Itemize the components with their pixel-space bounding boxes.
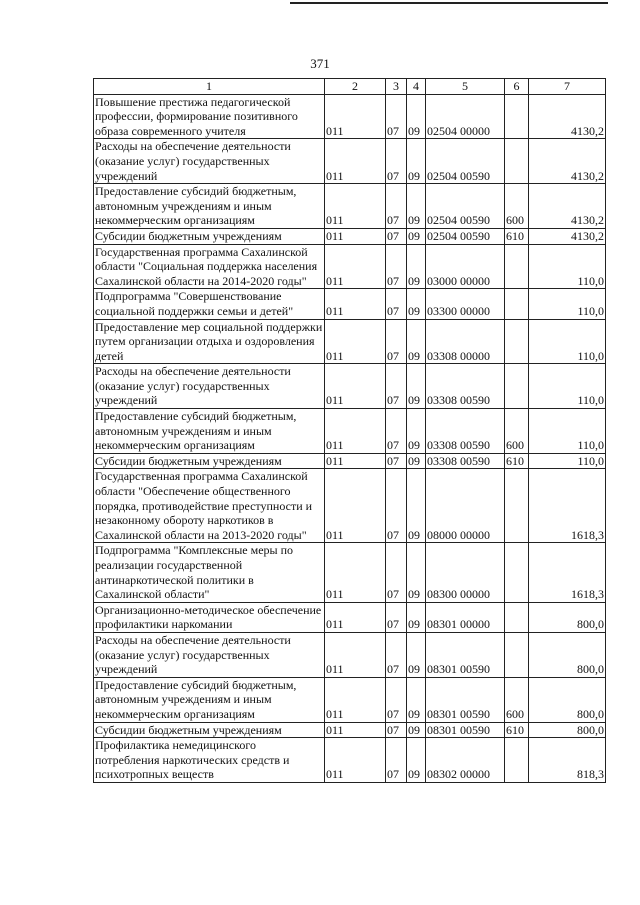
budget-table-body	[94, 79, 606, 783]
table-row	[94, 228, 606, 244]
section-cell: 07	[386, 543, 407, 602]
admin-code-cell: 011	[325, 453, 386, 469]
subsection-cell: 09	[407, 364, 426, 409]
amount-cell: 110,0	[529, 244, 606, 289]
amount-cell: 110,0	[529, 364, 606, 409]
expense-type-cell: 600	[505, 409, 529, 454]
table-row	[94, 364, 606, 409]
amount-cell: 4130,2	[529, 139, 606, 184]
subsection-cell: 09	[407, 738, 426, 783]
expense-type-cell	[505, 319, 529, 364]
row-name-cell: Субсидии бюджетным учреждениям	[94, 722, 325, 738]
section-cell: 07	[386, 364, 407, 409]
admin-code-cell: 011	[325, 632, 386, 677]
target-article-cell: 08302 00000	[426, 738, 505, 783]
target-article-cell: 03300 00000	[426, 289, 505, 319]
section-cell: 07	[386, 738, 407, 783]
expense-type-cell: 610	[505, 722, 529, 738]
section-cell: 07	[386, 722, 407, 738]
section-cell: 07	[386, 677, 407, 722]
subsection-cell: 09	[407, 722, 426, 738]
expense-type-cell	[505, 244, 529, 289]
row-name-cell: Субсидии бюджетным учреждениям	[94, 228, 325, 244]
page-number: 371	[310, 56, 330, 71]
section-cell: 07	[386, 319, 407, 364]
row-name-cell: Предоставление субсидий бюджетным, автономным учреждениям и иным некоммерческим организациям	[94, 409, 325, 454]
table-row	[94, 543, 606, 602]
section-cell: 07	[386, 469, 407, 543]
target-article-cell: 03308 00000	[426, 319, 505, 364]
admin-code-cell: 011	[325, 469, 386, 543]
table-row	[94, 722, 606, 738]
expense-type-cell	[505, 364, 529, 409]
table-row	[94, 602, 606, 632]
row-name-cell: Расходы на обеспечение деятельности (оказание услуг) государственных учреждений	[94, 364, 325, 409]
expense-type-cell	[505, 469, 529, 543]
admin-code-cell: 011	[325, 228, 386, 244]
subsection-cell: 09	[407, 319, 426, 364]
expense-type-cell	[505, 543, 529, 602]
admin-code-cell: 011	[325, 543, 386, 602]
row-name-cell: Организационно-методическое обеспечение профилактики наркомании	[94, 602, 325, 632]
table-row	[94, 409, 606, 454]
row-name-cell: Предоставление субсидий бюджетным, автономным учреждениям и иным некоммерческим организациям	[94, 184, 325, 229]
amount-cell: 110,0	[529, 453, 606, 469]
admin-code-cell: 011	[325, 319, 386, 364]
expense-type-cell	[505, 289, 529, 319]
admin-code-cell: 011	[325, 244, 386, 289]
amount-cell: 800,0	[529, 722, 606, 738]
table-row	[94, 244, 606, 289]
target-article-cell: 02504 00590	[426, 139, 505, 184]
target-article-cell: 03308 00590	[426, 409, 505, 454]
subsection-cell: 09	[407, 453, 426, 469]
column-header-6: 6	[505, 79, 529, 95]
admin-code-cell: 011	[325, 677, 386, 722]
amount-cell: 1618,3	[529, 469, 606, 543]
table-row	[94, 469, 606, 543]
admin-code-cell: 011	[325, 602, 386, 632]
row-name-cell: Предоставление субсидий бюджетным, автономным учреждениям и иным некоммерческим организациям	[94, 677, 325, 722]
table-row	[94, 632, 606, 677]
subsection-cell: 09	[407, 409, 426, 454]
amount-cell: 4130,2	[529, 184, 606, 229]
target-article-cell: 08301 00590	[426, 677, 505, 722]
amount-cell: 110,0	[529, 319, 606, 364]
expense-type-cell: 600	[505, 677, 529, 722]
section-cell: 07	[386, 409, 407, 454]
admin-code-cell: 011	[325, 738, 386, 783]
amount-cell: 4130,2	[529, 228, 606, 244]
subsection-cell: 09	[407, 543, 426, 602]
section-cell: 07	[386, 184, 407, 229]
amount-cell: 4130,2	[529, 94, 606, 139]
expense-type-cell	[505, 94, 529, 139]
row-name-cell: Предоставление мер социальной поддержки путем организации отдыха и оздоровления детей	[94, 319, 325, 364]
target-article-cell: 03308 00590	[426, 453, 505, 469]
table-row	[94, 184, 606, 229]
subsection-cell: 09	[407, 244, 426, 289]
expense-type-cell: 610	[505, 453, 529, 469]
target-article-cell: 02504 00000	[426, 94, 505, 139]
subsection-cell: 09	[407, 139, 426, 184]
row-name-cell: Подпрограмма "Совершенствование социальной поддержки семьи и детей"	[94, 289, 325, 319]
admin-code-cell: 011	[325, 94, 386, 139]
target-article-cell: 02504 00590	[426, 184, 505, 229]
subsection-cell: 09	[407, 289, 426, 319]
table-row	[94, 289, 606, 319]
amount-cell: 800,0	[529, 677, 606, 722]
column-header-1: 1	[94, 79, 325, 95]
target-article-cell: 03308 00590	[426, 364, 505, 409]
target-article-cell: 08301 00000	[426, 602, 505, 632]
row-name-cell: Государственная программа Сахалинской области "Социальная поддержка населения Сахалинской области на 2014-2020 годы"	[94, 244, 325, 289]
expense-type-cell	[505, 738, 529, 783]
target-article-cell: 02504 00590	[426, 228, 505, 244]
admin-code-cell: 011	[325, 409, 386, 454]
column-header-5: 5	[426, 79, 505, 95]
section-cell: 07	[386, 139, 407, 184]
target-article-cell: 03000 00000	[426, 244, 505, 289]
section-cell: 07	[386, 602, 407, 632]
row-name-cell: Повышение престижа педагогической профессии, формирование позитивного образа современного учителя	[94, 94, 325, 139]
column-header-2: 2	[325, 79, 386, 95]
table-row	[94, 139, 606, 184]
target-article-cell: 08301 00590	[426, 722, 505, 738]
amount-cell: 800,0	[529, 632, 606, 677]
section-cell: 07	[386, 94, 407, 139]
amount-cell: 1618,3	[529, 543, 606, 602]
admin-code-cell: 011	[325, 139, 386, 184]
subsection-cell: 09	[407, 469, 426, 543]
amount-cell: 818,3	[529, 738, 606, 783]
section-cell: 07	[386, 453, 407, 469]
table-row	[94, 677, 606, 722]
table-row	[94, 319, 606, 364]
section-cell: 07	[386, 228, 407, 244]
target-article-cell: 08301 00590	[426, 632, 505, 677]
subsection-cell: 09	[407, 94, 426, 139]
target-article-cell: 08000 00000	[426, 469, 505, 543]
row-name-cell: Подпрограмма "Комплексные меры по реализации государственной антинаркотической политики в Сахалинской области"	[94, 543, 325, 602]
amount-cell: 800,0	[529, 602, 606, 632]
row-name-cell: Расходы на обеспечение деятельности (оказание услуг) государственных учреждений	[94, 139, 325, 184]
admin-code-cell: 011	[325, 184, 386, 229]
target-article-cell: 08300 00000	[426, 543, 505, 602]
table-row	[94, 738, 606, 783]
column-header-7: 7	[529, 79, 606, 95]
column-header-4: 4	[407, 79, 426, 95]
table-row	[94, 94, 606, 139]
expense-type-cell	[505, 632, 529, 677]
subsection-cell: 09	[407, 602, 426, 632]
subsection-cell: 09	[407, 228, 426, 244]
expense-type-cell: 600	[505, 184, 529, 229]
column-header-3: 3	[386, 79, 407, 95]
section-cell: 07	[386, 289, 407, 319]
expense-type-cell	[505, 139, 529, 184]
header-row	[94, 79, 606, 95]
admin-code-cell: 011	[325, 364, 386, 409]
budget-table	[93, 78, 606, 783]
expense-type-cell	[505, 602, 529, 632]
section-cell: 07	[386, 244, 407, 289]
admin-code-cell: 011	[325, 289, 386, 319]
row-name-cell: Расходы на обеспечение деятельности (оказание услуг) государственных учреждений	[94, 632, 325, 677]
row-name-cell: Государственная программа Сахалинской области "Обеспечение общественного порядка, противодействие преступности и незаконному обороту наркотиков в Сахалинской области на 2013-2020 годы"	[94, 469, 325, 543]
amount-cell: 110,0	[529, 289, 606, 319]
amount-cell: 110,0	[529, 409, 606, 454]
expense-type-cell: 610	[505, 228, 529, 244]
section-cell: 07	[386, 632, 407, 677]
table-row	[94, 453, 606, 469]
row-name-cell: Профилактика немедицинского потребления наркотических средств и психотропных веществ	[94, 738, 325, 783]
top-rule	[290, 2, 608, 4]
admin-code-cell: 011	[325, 722, 386, 738]
subsection-cell: 09	[407, 184, 426, 229]
subsection-cell: 09	[407, 632, 426, 677]
subsection-cell: 09	[407, 677, 426, 722]
row-name-cell: Субсидии бюджетным учреждениям	[94, 453, 325, 469]
